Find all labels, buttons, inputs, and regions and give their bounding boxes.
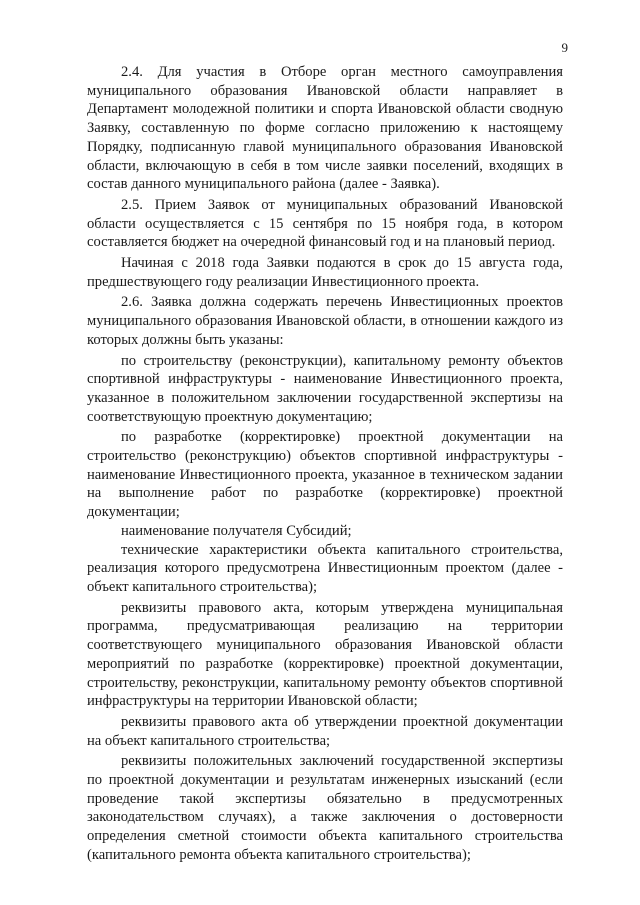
paragraph-deadline-2018: Начиная с 2018 года Заявки подаются в срок до 15 августа года, предшествующего году реализации Инвестиционного проекта.	[87, 255, 563, 290]
list-item-documentation-approval: реквизиты правового акта об утверждении проектной документации на объект капитального строительства;	[87, 713, 563, 749]
list-item-design-documentation: по разработке (корректировке) проектной документации на строительство (реконструкцию) объектов спортивной инфраструктуры - наименование Инвестиционного проекта, указанное в техническом задании на выполнение работ по разработке (корректировке) проектной документации;	[87, 429, 563, 521]
list-item-construction-projects: по строительству (реконструкции), капитальному ремонту объектов спортивной инфраструктуры - наименование Инвестиционного проекта, указанное в положительном заключении государственной экспертизы на соответствующую проектную документацию;	[87, 352, 563, 425]
list-item-subsidy-recipient: наименование получателя Субсидий;	[121, 522, 352, 539]
list-item-expertise-conclusions: реквизиты положительных заключений государственной экспертизы по проектной документации и результатам инженерных изысканий (если проведение такой экспертизы обязательно в предусмотренных законодательством случаях), а также заключения о достоверности определения сметной стоимости объекта капитального строительства (капитального ремонта объекта капитального строительства);	[87, 753, 563, 863]
paragraph-2-6: 2.6. Заявка должна содержать перечень Инвестиционных проектов муниципального образования Ивановской области, в отношении каждого из которых должны быть указаны:	[87, 294, 563, 348]
page-number: 9	[561, 40, 568, 55]
paragraph-2-4: 2.4. Для участия в Отборе орган местного самоуправления муниципального образования Ивановской области направляет в Департамент молодежной политики и спорта Ивановской области сводную Заявку, составленную по форме согласно приложению к настоящему Порядку, подписанную главой муниципального образования Ивановской области, включающую в себя в том числе заявки поселений, входящих в состав данного муниципального района (далее - Заявка).	[87, 64, 563, 193]
list-item-technical-characteristics: технические характеристики объекта капитального строительства, реализация которого предусмотрена Инвестиционным проектом (далее - объект капитального строительства);	[87, 541, 563, 595]
list-item-municipal-program: реквизиты правового акта, которым утверждена муниципальная программа, предусматривающая реализацию на территории соответствующего муниципального образования Ивановской области мероприятий по разработке (корректировке) проектной документации, строительству, реконструкции, капитальному ремонту объектов спортивной инфраструктуры на территории Ивановской области;	[87, 599, 563, 710]
document-body	[87, 63, 563, 865]
paragraph-2-5: 2.5. Прием Заявок от муниципальных образований Ивановской области осуществляется с 15 сентября по 15 ноября года, в котором составляется бюджет на очередной финансовый год и на плановый период.	[87, 196, 563, 251]
